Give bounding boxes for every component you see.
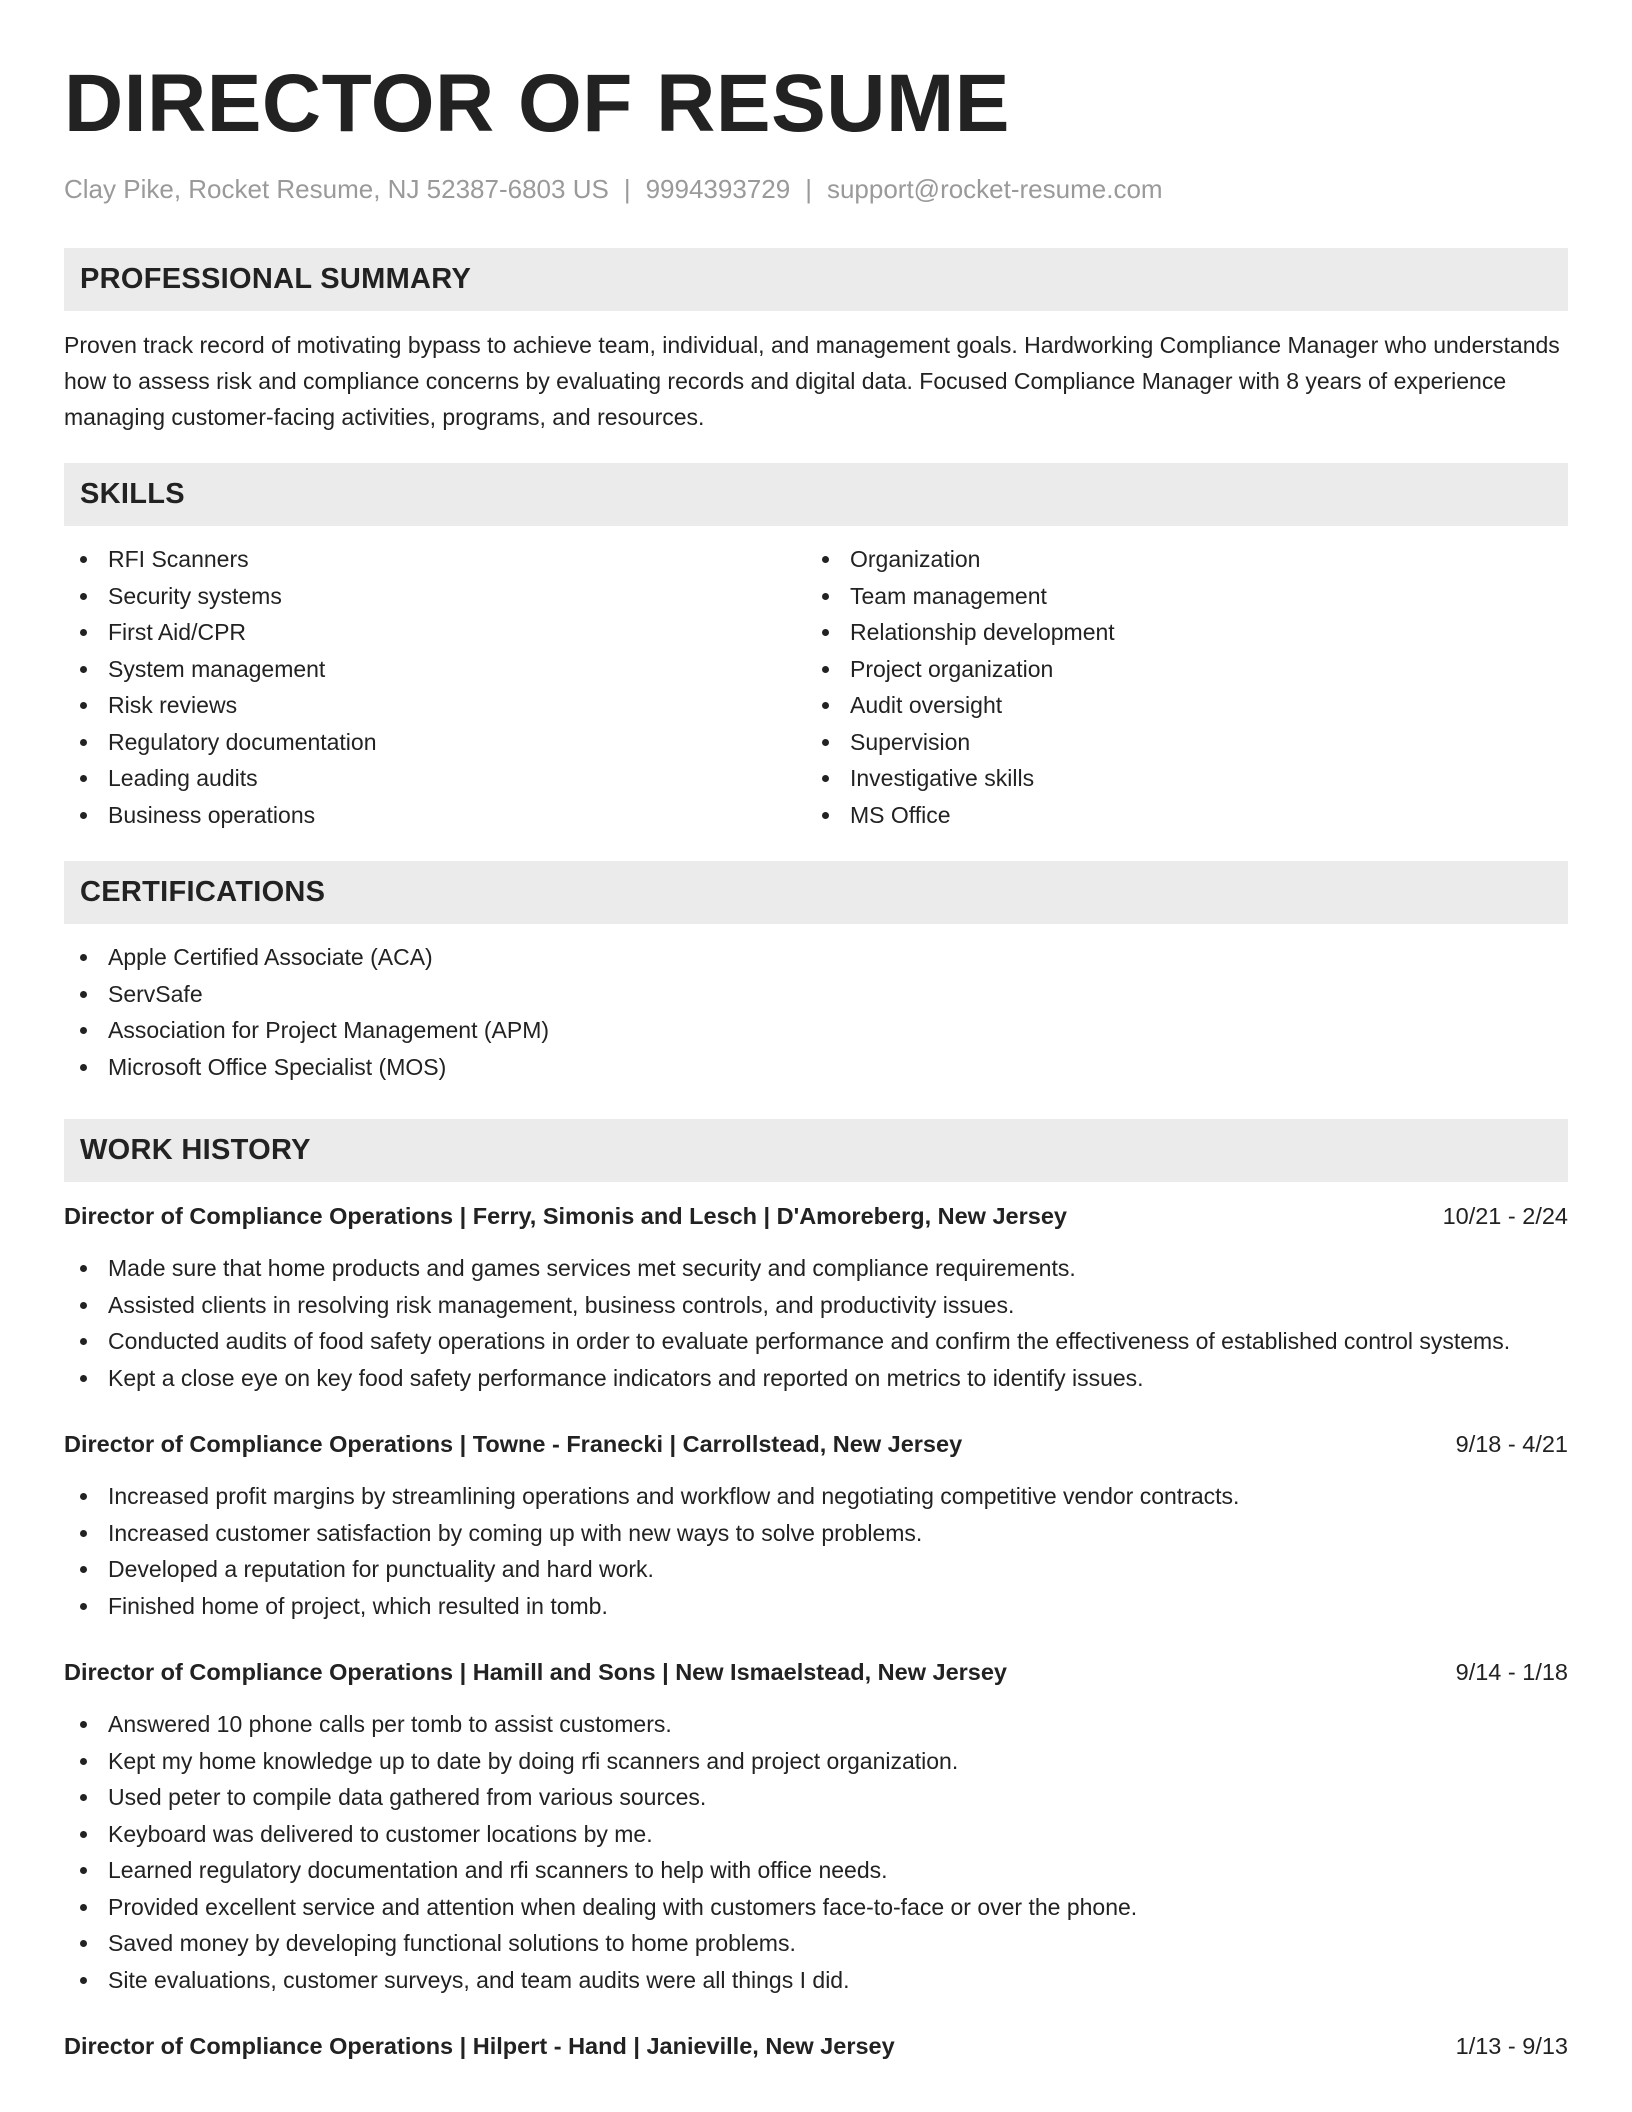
summary-text: Proven track record of motivating bypass to achieve team, individual, and management goals. Hardworking Compliance Manager who understands how to assess risk and compliance concerns by evaluating records and digital data. Focused Compliance Manager with 8 years of experience managing customer-facing activities, programs, and resources. (64, 332, 1560, 430)
job-dates: 9/18 - 4/21 (1455, 1431, 1568, 1457)
job-header (64, 2028, 1568, 2064)
job-dates: 1/13 - 9/13 (1455, 2033, 1568, 2059)
skill-item: Leading audits (64, 760, 806, 797)
skills-list-right (806, 541, 1548, 833)
job-entry (64, 1654, 1568, 1998)
resume-name: DIRECTOR OF RESUME (64, 58, 1010, 149)
skill-item: RFI Scanners (64, 541, 806, 578)
job-bullet: Learned regulatory documentation and rfi scanners to help with office needs. (64, 1852, 1568, 1889)
job-bullet: Site evaluations, customer surveys, and team audits were all things I did. (64, 1962, 1568, 1999)
skill-item: MS Office (806, 797, 1548, 834)
skill-item: First Aid/CPR (64, 614, 806, 651)
job-bullet: Conducted audits of food safety operations in order to evaluate performance and confirm the effectiveness of established control systems. (64, 1323, 1568, 1360)
job-entry (64, 2028, 1568, 2064)
job-bullet: Saved money by developing functional solutions to home problems. (64, 1925, 1568, 1962)
job-bullets (64, 1478, 1568, 1624)
skill-item: Project organization (806, 651, 1548, 688)
job-bullet: Used peter to compile data gathered from various sources. (64, 1779, 1568, 1816)
job-title: Director of Compliance Operations | Towne - Franecki | Carrollstead, New Jersey (64, 1431, 963, 1457)
skill-item: Investigative skills (806, 760, 1548, 797)
certification-item: ServSafe (64, 976, 1568, 1013)
skill-item: Supervision (806, 724, 1548, 761)
work-history-heading: WORK HISTORY (64, 1119, 1568, 1182)
job-entry (64, 1198, 1568, 1396)
job-header (64, 1654, 1568, 1690)
job-bullet: Developed a reputation for punctuality and hard work. (64, 1551, 1568, 1588)
contact-separator: | (623, 174, 631, 204)
skills-list-left (64, 541, 806, 833)
skill-item: Audit oversight (806, 687, 1548, 724)
job-bullet: Increased customer satisfaction by coming up with new ways to solve problems. (64, 1515, 1568, 1552)
job-bullet: Finished home of project, which resulted in tomb. (64, 1588, 1568, 1625)
job-bullet: Made sure that home products and games services met security and compliance requirements. (64, 1250, 1568, 1287)
job-dates: 9/14 - 1/18 (1455, 1659, 1568, 1685)
job-bullet: Kept my home knowledge up to date by doing rfi scanners and project organization. (64, 1743, 1568, 1780)
job-bullet: Keyboard was delivered to customer locations by me. (64, 1816, 1568, 1853)
job-dates: 10/21 - 2/24 (1442, 1203, 1568, 1229)
job-bullet: Kept a close eye on key food safety performance indicators and reported on metrics to identify issues. (64, 1360, 1568, 1397)
job-bullets (64, 1706, 1568, 1998)
job-entry (64, 1426, 1568, 1624)
skills-heading: SKILLS (64, 463, 1568, 526)
job-header (64, 1198, 1568, 1234)
job-bullet: Assisted clients in resolving risk management, business controls, and productivity issues. (64, 1287, 1568, 1324)
job-bullet: Answered 10 phone calls per tomb to assist customers. (64, 1706, 1568, 1743)
certifications-list (64, 939, 1568, 1085)
skill-item: System management (64, 651, 806, 688)
job-title: Director of Compliance Operations | Ferry, Simonis and Lesch | D'Amoreberg, New Jersey (64, 1203, 1067, 1229)
skill-item: Organization (806, 541, 1548, 578)
contact-address: Clay Pike, Rocket Resume, NJ 52387-6803 US (64, 174, 609, 204)
job-bullets (64, 1250, 1568, 1396)
skill-item: Risk reviews (64, 687, 806, 724)
job-bullet: Provided excellent service and attention when dealing with customers face-to-face or over the phone. (64, 1889, 1568, 1926)
contact-email[interactable]: support@rocket-resume.com (826, 174, 1163, 204)
skill-item: Security systems (64, 578, 806, 615)
job-title: Director of Compliance Operations | Hamill and Sons | New Ismaelstead, New Jersey (64, 1659, 1008, 1685)
contact-line (64, 172, 1568, 206)
job-title: Director of Compliance Operations | Hilpert - Hand | Janieville, New Jersey (64, 2033, 895, 2059)
skill-item: Relationship development (806, 614, 1548, 651)
job-header (64, 1426, 1568, 1462)
job-bullet: Increased profit margins by streamlining operations and workflow and negotiating competitive vendor contracts. (64, 1478, 1568, 1515)
contact-phone: 9994393729 (645, 174, 791, 204)
skill-item: Regulatory documentation (64, 724, 806, 761)
summary-heading: PROFESSIONAL SUMMARY (64, 248, 1568, 311)
skills-columns (64, 541, 1568, 833)
resume-page (64, 0, 1568, 2064)
skill-item: Team management (806, 578, 1548, 615)
certifications-heading: CERTIFICATIONS (64, 861, 1568, 924)
skill-item: Business operations (64, 797, 806, 834)
certification-item: Microsoft Office Specialist (MOS) (64, 1049, 1568, 1086)
certification-item: Apple Certified Associate (ACA) (64, 939, 1568, 976)
contact-separator: | (805, 174, 812, 204)
certification-item: Association for Project Management (APM) (64, 1012, 1568, 1049)
